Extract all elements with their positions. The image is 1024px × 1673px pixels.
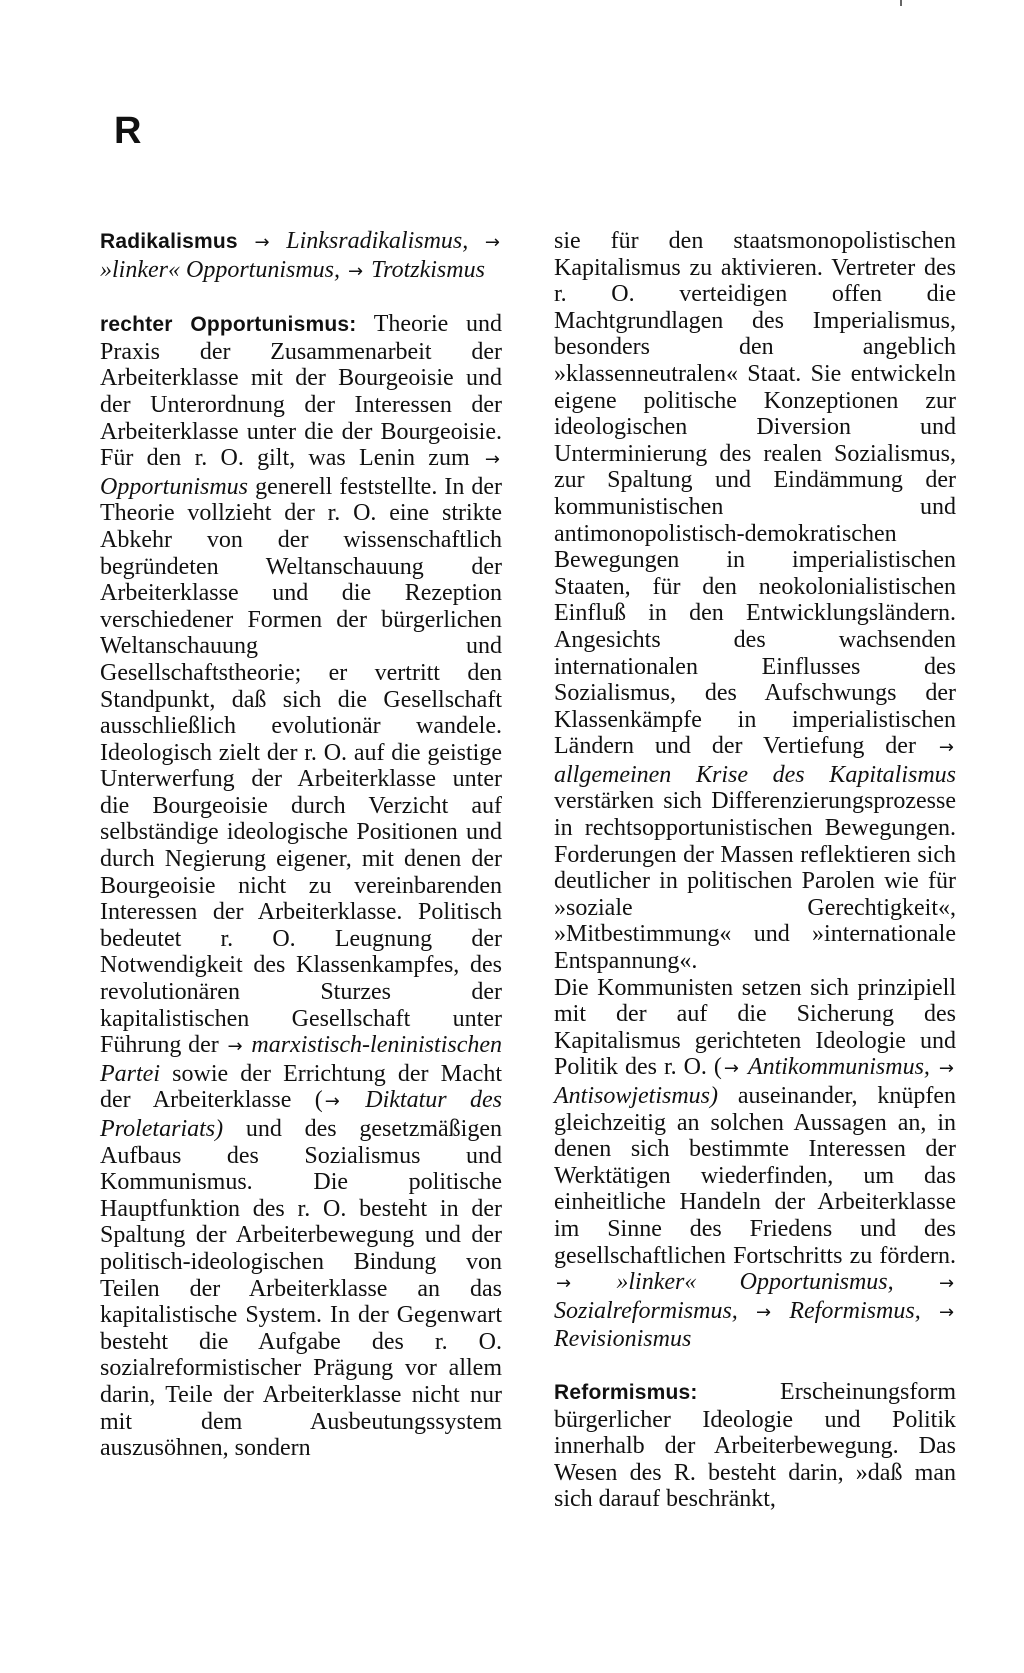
cross-reference-arrow-icon: → xyxy=(227,1036,243,1058)
cross-reference-arrow-icon: → xyxy=(723,1058,739,1080)
cross-reference-link[interactable]: Trotzkismus xyxy=(371,256,485,283)
cross-reference-arrow-icon: → xyxy=(556,1273,572,1295)
left-column xyxy=(100,228,502,1462)
cross-reference-link[interactable]: Antikommunismus, xyxy=(747,1054,930,1081)
cross-reference-arrow-icon: → xyxy=(484,232,501,253)
cross-reference-arrow-icon: → xyxy=(324,1091,340,1113)
cross-reference-link[interactable]: »linker« Opportunismus, xyxy=(100,256,340,283)
entry-radikalismus xyxy=(100,228,502,285)
entry-rechter-opportunismus xyxy=(100,311,502,1462)
cross-reference-arrow-icon: → xyxy=(348,260,364,282)
cross-reference-arrow-icon: → xyxy=(484,449,501,471)
entry-rechter-opportunismus-paragraph-2 xyxy=(554,975,956,1353)
right-column xyxy=(554,228,956,1513)
cross-reference-arrow-icon: → xyxy=(938,1301,955,1323)
entry-text: generell feststellte. In der Theorie vollzieht der r. O. eine strikte Abkehr von der wissenschaftlich begründeten Weltanschauung der Arbeiterklasse und die Rezeption verschiedener Formen der bürgerlichen Weltanschauung und Gesellschaftstheorie; er vertritt den Standpunkt, daß sich die Gesellschaft ausschließlich evolutionär wandele. Ideologisch zielt der r. O. auf die geistige Unterwerfung der Arbeiterklasse unter die Bourgeoisie durch Verzicht auf selbständige ideologische Positionen und durch Negierung eigener, mit denen der Bourgeoisie nicht zu vereinbarenden Interessen der Arbeiterklasse. Politisch bedeutet r. O. Leugnung der Notwendigkeit des Klassenkampfes, des revolutionären Sturzes der kapitalistischen Gesellschaft unter Führung der xyxy=(100,473,503,1059)
cross-reference-arrow-icon: → xyxy=(756,1301,772,1323)
cross-reference-link[interactable]: allgemeinen Krise des Kapitalismus xyxy=(554,761,956,788)
entry-text: Theorie und Praxis der Zusammenarbeit der Arbeiterklasse mit der Bourgeoisie und der Unterordnung der Interessen der Arbeiterklasse unter die der Bourgeoisie. Für den r. O. gilt, was Lenin zum xyxy=(100,311,503,472)
entry-text: sie für den staatsmonopolistischen Kapitalismus zu aktivieren. Vertreter des r. O. verteidigen offen die Machtgrundlagen des Imperialismus, besonders den angeblich »klassenneutralen« Staat. Sie entwickeln eigene politische Konzeptionen zur ideologischen Diversion und Unterminierung des realen Sozialismus, zur Spaltung und Eindämmung der kommunistischen und antimonopolistisch-demokratischen Bewegungen in imperialistischen Staaten, für den neokolonialistischen Einfluß in den Entwicklungsländern. Angesichts des wachsenden internationalen Einflusses des Sozialismus, des Aufschwungs der Klassenkämpfe in imperialistischen Ländern und der Vertiefung der xyxy=(554,228,956,760)
entry-text: auseinander, knüpfen gleichzeitig an solchen Aussagen an, in denen sich bestimmte Interessen der Werktätigen wiederfinden, um das einheitliche Handeln der Arbeiterklasse im Sinne des Friedens und des gesellschaftlichen Fortschritts zu fördern. xyxy=(554,1083,956,1269)
cross-reference-link[interactable]: Opportunismus xyxy=(100,473,249,500)
cross-reference-link[interactable]: Sozialreformismus, xyxy=(554,1297,738,1324)
section-letter: R xyxy=(114,110,142,152)
cross-reference-link[interactable]: marxistisch-leninistischen Partei xyxy=(100,1032,503,1087)
entry-rechter-opportunismus-continued xyxy=(554,228,956,975)
cross-reference-arrow-icon: → xyxy=(938,1058,954,1080)
cross-reference-link[interactable]: Diktatur des Proletariats) xyxy=(100,1087,502,1142)
cross-reference-link[interactable]: »linker« Opportunismus, xyxy=(616,1269,894,1296)
entry-reformismus xyxy=(554,1379,956,1513)
headword-radikalismus: Radikalismus xyxy=(100,230,238,253)
cross-reference-arrow-icon: → xyxy=(938,737,955,759)
cross-reference-arrow-icon: → xyxy=(938,1273,955,1295)
cross-reference-link[interactable]: Reformismus, xyxy=(789,1297,921,1324)
entry-text: Die Kommunisten setzen sich prinzipiell mit der auf die Sicherung des Kapitalismus gerichteten Ideologie und Politik des r. O. ( xyxy=(554,974,956,1081)
scan-mark xyxy=(900,0,902,6)
cross-reference-arrow-icon: → xyxy=(254,232,270,253)
entry-text: Erscheinungsform bürgerlicher Ideologie und Politik innerhalb der Arbeiterbewegung. Das Wesen des R. besteht darin, »daß man sich darauf beschränkt, xyxy=(554,1378,956,1513)
entry-text: verstärken sich Differenzierungsprozesse in rechtsopportunistischen Bewegungen. Forderungen der Massen reflektieren sich deutlicher in politischen Parolen wie für »soziale Gerechtigkeit«, »Mitbestimmung« und »internationale Entspannung«. xyxy=(554,788,956,975)
headword-rechter-opportunismus: rechter Opportunismus: xyxy=(100,313,357,337)
headword-reformismus: Reformismus: xyxy=(554,1380,698,1404)
entry-text: und des gesetzmäßigen Aufbaus des Sozialismus und Kommunismus. Die politische Hauptfunktion des r. O. besteht in der Spaltung der Arbeiterbewegung und der politisch-ideologischen Bindung von Teilen der Arbeiterklasse an das kapitalistische System. In der Gegenwart besteht die Aufgabe des r. O. sozialreformistischer Prägung vor allem darin, Teile der Arbeiterklasse nicht nur mit dem Ausbeutungssystem auszusöhnen, sondern xyxy=(100,1116,502,1462)
cross-reference-link[interactable]: Revisionismus xyxy=(554,1326,692,1353)
cross-reference-link[interactable]: Antisowjetismus) xyxy=(554,1083,719,1109)
cross-reference-link[interactable]: Linksradikalismus, xyxy=(286,228,469,254)
entry-text: sowie der Errichtung der Macht der Arbeiterklasse ( xyxy=(100,1060,502,1114)
